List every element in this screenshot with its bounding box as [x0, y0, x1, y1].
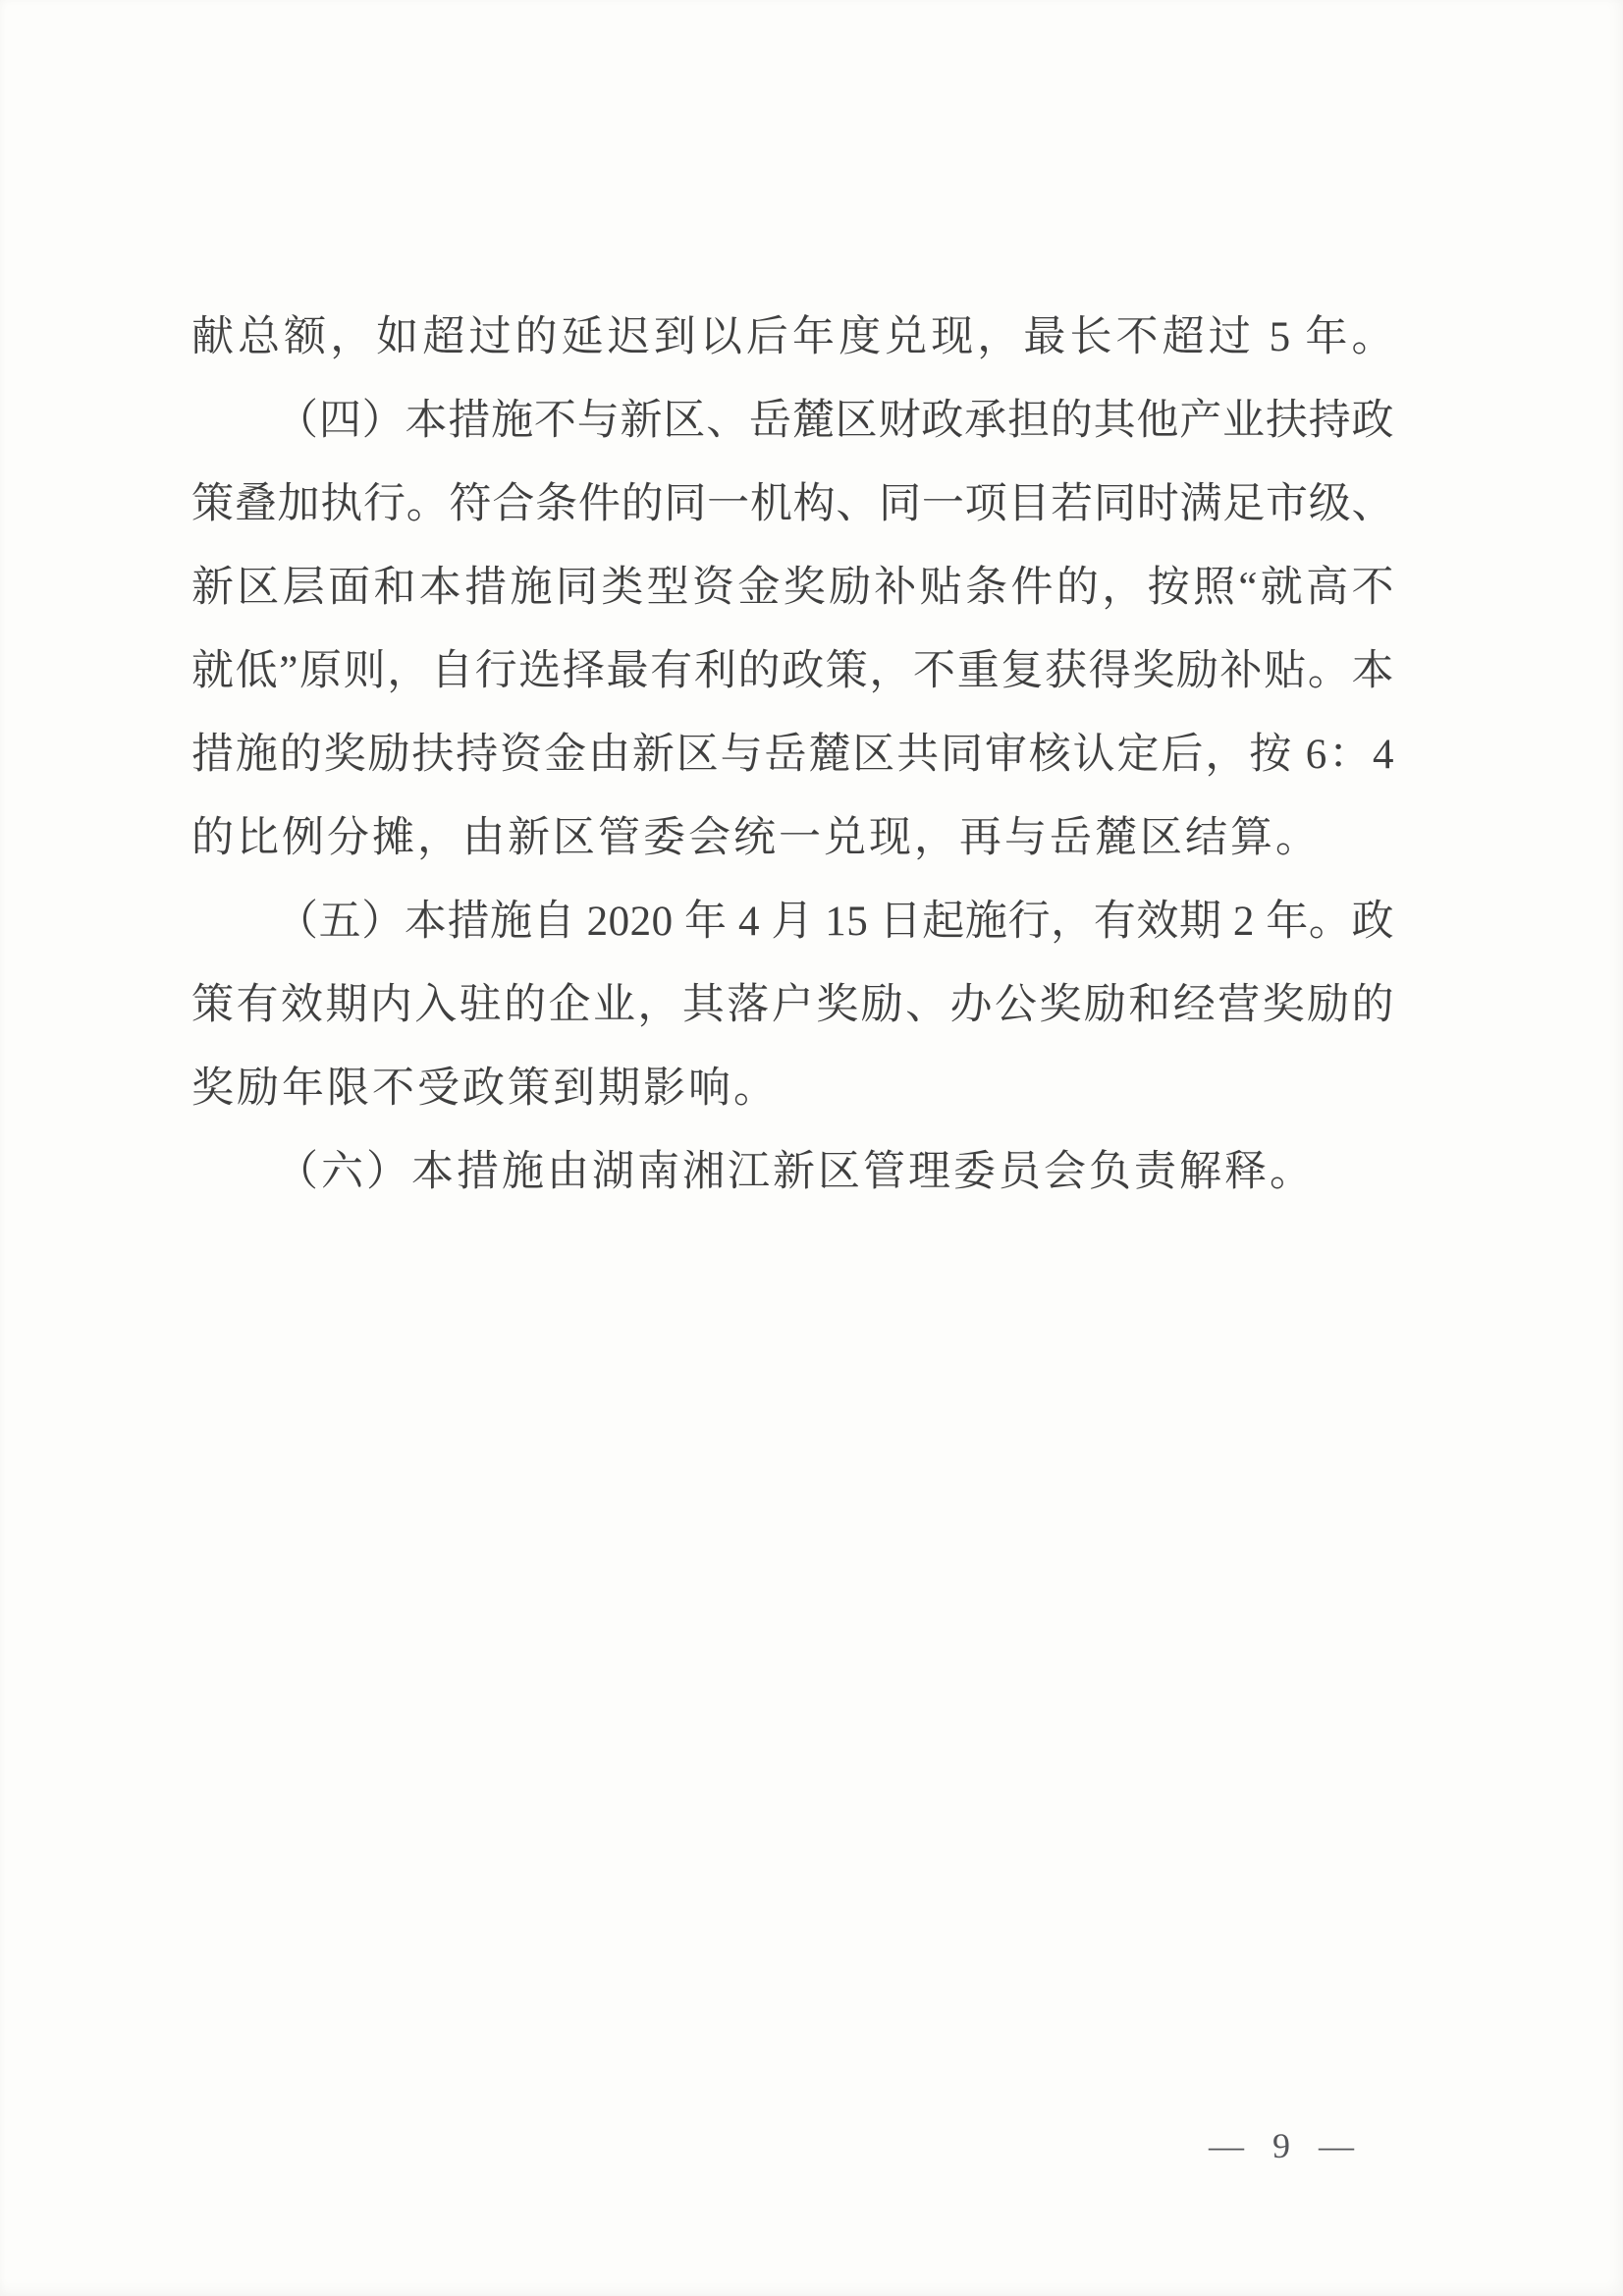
page-number: — 9 — — [1209, 2126, 1356, 2165]
text-block — [191, 296, 1394, 1214]
text-line: 策有效期内入驻的企业，其落户奖励、办公奖励和经营奖励的 — [191, 982, 1394, 1028]
text-line: 措施的奖励扶持资金由新区与岳麓区共同审核认定后，按 6：4 — [191, 732, 1394, 778]
text-line: 的比例分摊，由新区管委会统一兑现，再与岳麓区结算。 — [191, 815, 1321, 861]
text-line: （五）本措施自 2020 年 4 月 15 日起施行，有效期 2 年。政 — [276, 899, 1394, 945]
text-line: （六）本措施由湖南湘江新区管理委员会负责解释。 — [276, 1149, 1315, 1195]
text-line: 献总额，如超过的延迟到以后年度兑现，最长不超过 5 年。 — [191, 314, 1394, 360]
text-line: 就低”原则，自行选择最有利的政策，不重复获得奖励补贴。本 — [191, 648, 1394, 694]
text-line: 奖励年限不受政策到期影响。 — [191, 1066, 779, 1112]
text-line: 新区层面和本措施同类型资金奖励补贴条件的，按照“就高不 — [191, 565, 1394, 611]
text-line: （四）本措施不与新区、岳麓区财政承担的其他产业扶持政 — [276, 398, 1394, 444]
text-line: 策叠加执行。符合条件的同一机构、同一项目若同时满足市级、 — [191, 481, 1394, 527]
